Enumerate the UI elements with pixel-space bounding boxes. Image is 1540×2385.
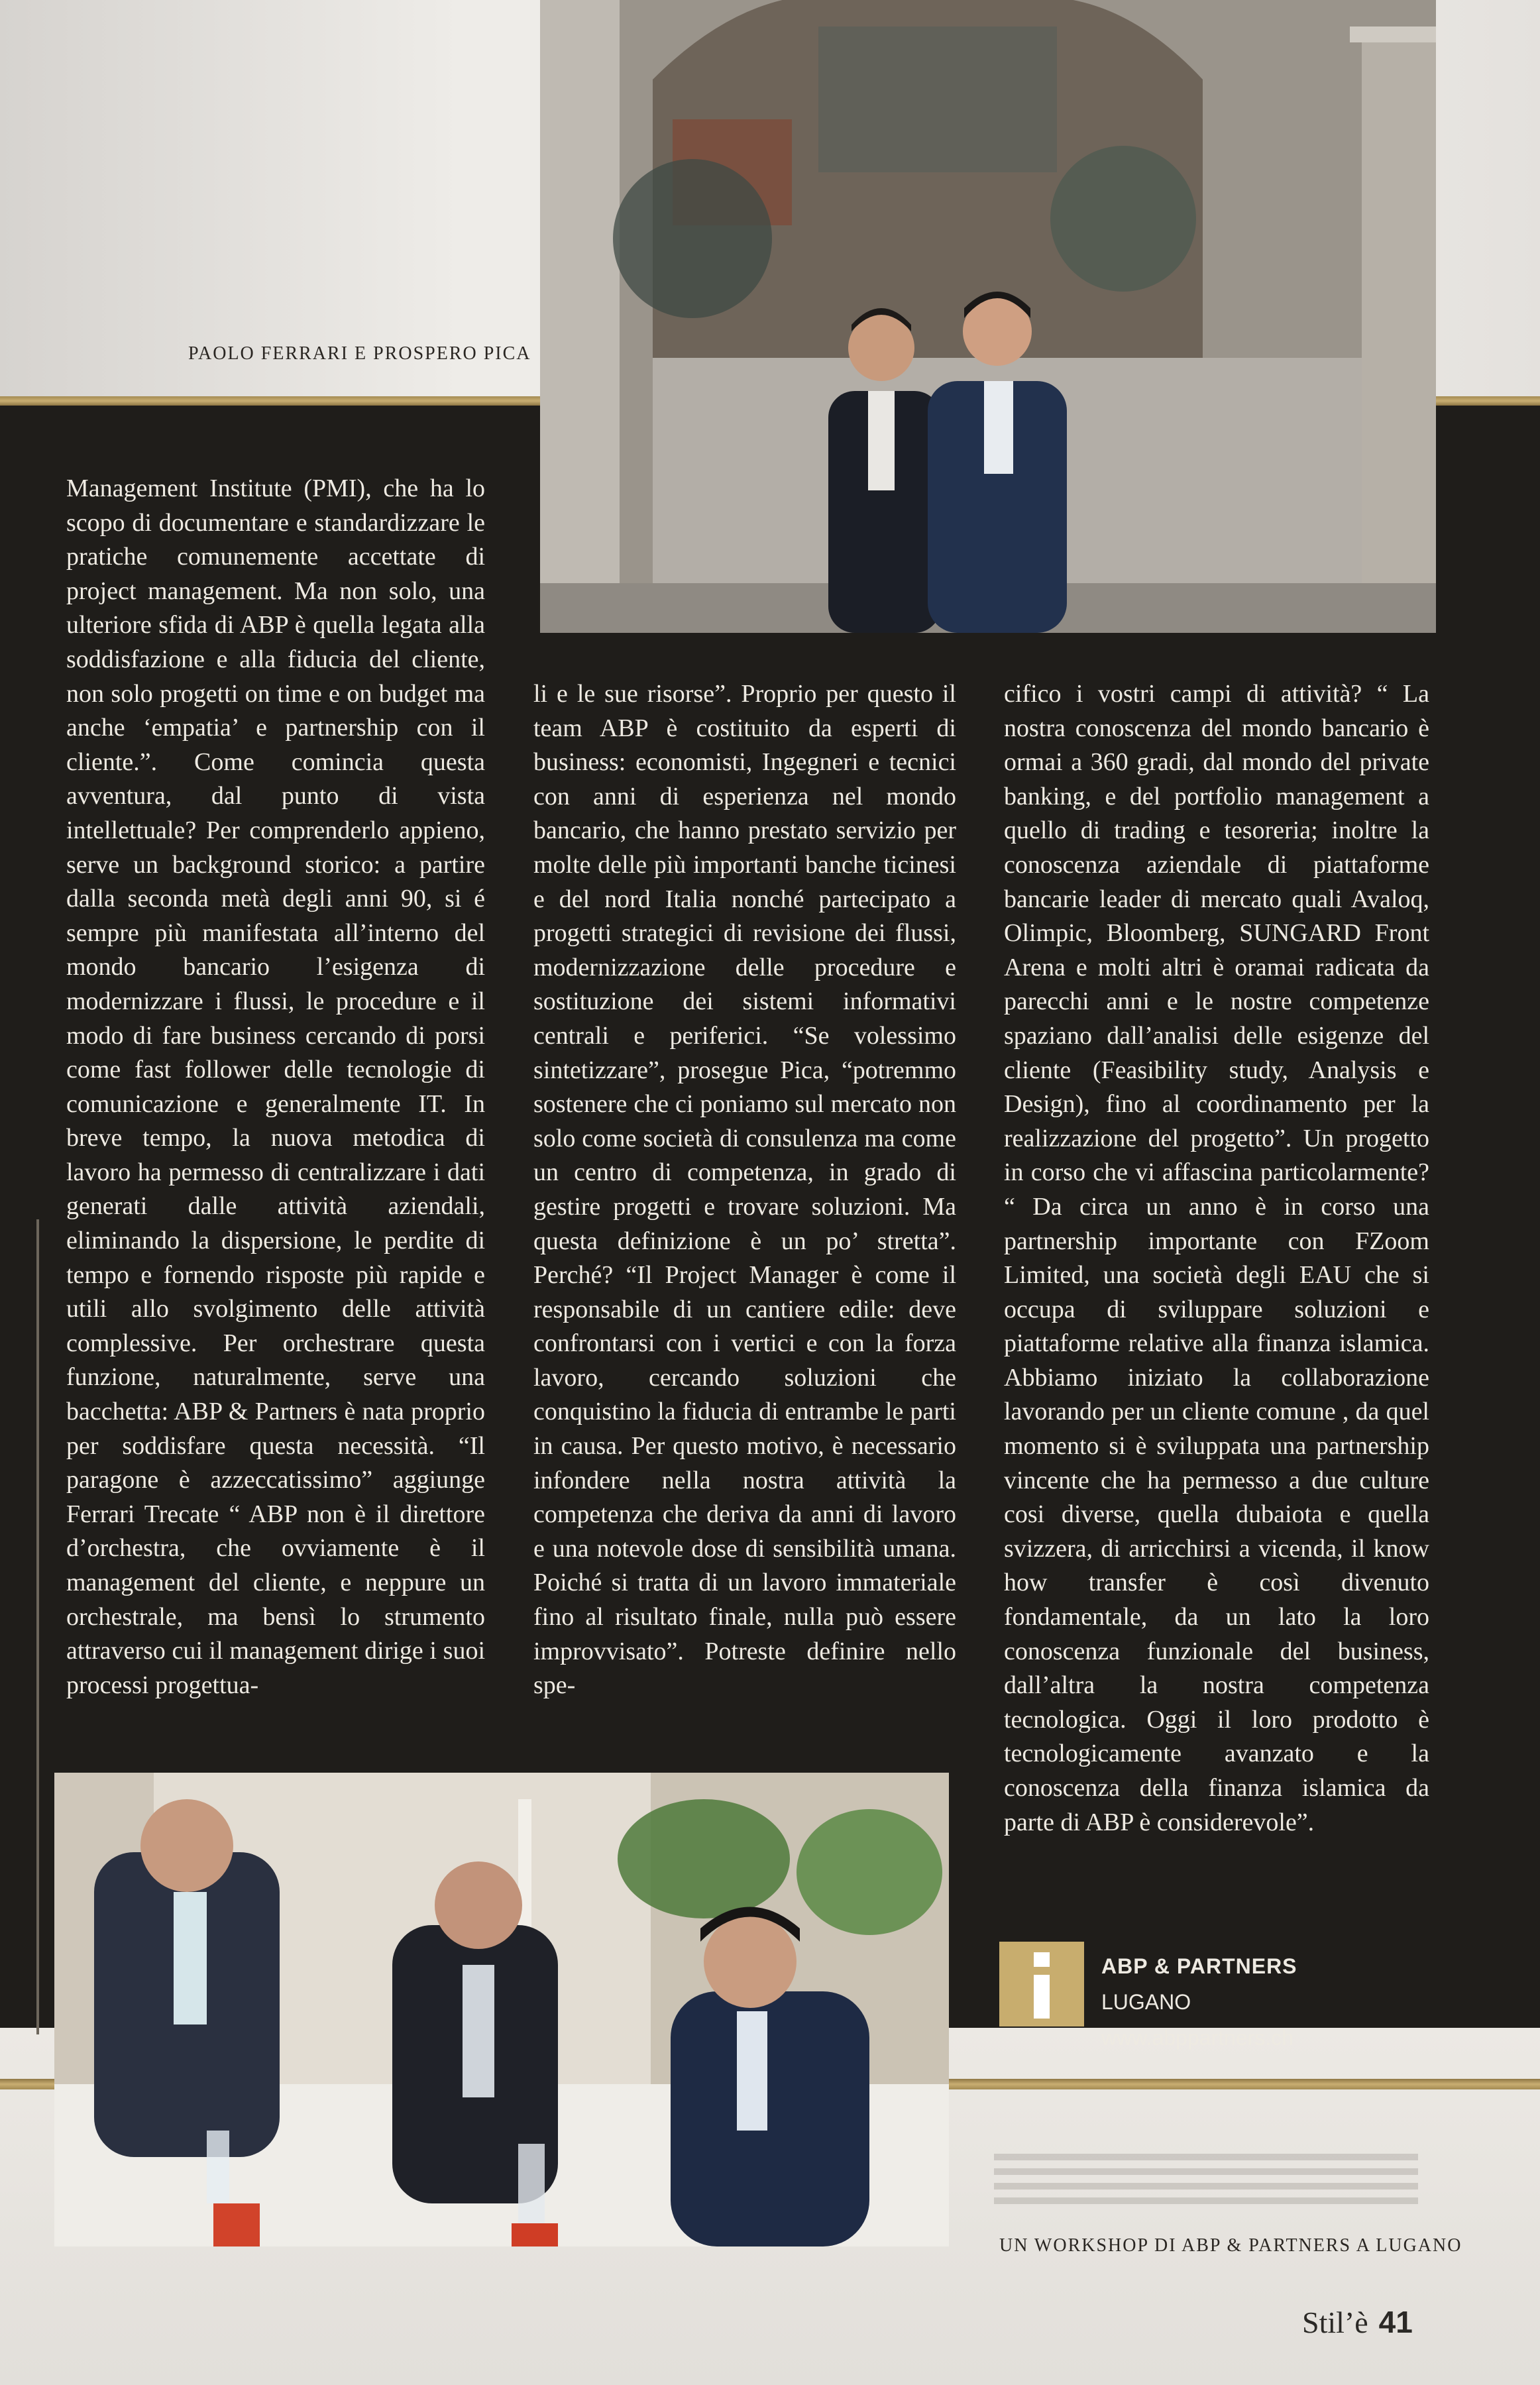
bleed-through-text bbox=[994, 2154, 1418, 2207]
photo-caption-top: PAOLO FERRARI E PROSPERO PICA bbox=[188, 343, 531, 364]
page-number: 41 bbox=[1378, 2305, 1413, 2339]
company-website-link[interactable]: www.abppartners.ch bbox=[1101, 2026, 1293, 2050]
article-column-1 bbox=[66, 472, 485, 1702]
magazine-name: Stil’è bbox=[1302, 2305, 1368, 2339]
workshop-photo bbox=[54, 1773, 949, 2246]
article-column-3 bbox=[1004, 677, 1429, 1840]
article-column-2 bbox=[533, 677, 956, 1703]
company-city: LUGANO bbox=[1101, 1990, 1191, 2014]
portrait-illustration bbox=[540, 0, 1436, 633]
portrait-photo bbox=[540, 0, 1436, 633]
workshop-illustration bbox=[54, 1773, 949, 2246]
page-folio bbox=[1302, 2304, 1413, 2340]
company-name: ABP & PARTNERS bbox=[1101, 1954, 1297, 1978]
contact-block bbox=[1101, 1948, 1297, 2056]
article-text: li e le sue risorse”. Proprio per questo il team ABP è costituito da esperti di business: economisti, Ingegneri e tecnici con anni di esperienza nel mondo bancario, che hanno prestato servizio per molte delle più importanti banche ticinesi e del nord Italia nonché partecipato a progetti strategici di revisione dei flussi, modernizzazione delle procedure e sostituzione dei sistemi informativi centrali e periferici. “Se volessimo sintetizzare”, prosegue Pica, “potremmo sostenere che ci poniamo sul mercato non solo come società di consulenza ma come un centro di competenza, in grado di gestire progetti e trovare soluzioni. Ma questa definizione è un po’ stretta”. Perché? “Il Project Manager è come il responsabile di un cantiere edile: deve confrontarsi con i vertici e con la forza lavoro, cercando soluzioni che conquistino la fiducia di entrambe le parti in causa. Per questo motivo, è necessario infondere nella nostra attività la competenza che deriva da anni di lavoro e una notevole dose di sensibilità umana. Poiché si tratta di un lavoro immateriale fino al risultato finale, nulla può essere improvvisato”. Potreste definire nello spe- bbox=[533, 680, 956, 1700]
photo-caption-bottom: UN WORKSHOP DI ABP & PARTNERS A LUGANO bbox=[999, 2235, 1462, 2256]
page-edge-line bbox=[36, 1219, 39, 2034]
article-text: Management Institute (PMI), che ha lo scopo di documentare e standardizzare le pratiche comunemente accettate di project management. Ma non solo, una ulteriore sfida di ABP è quella legata alla soddisfazione e alla fiducia del cliente, non solo progetti on time e on budget ma anche ‘empatia’ e partnership con il cliente.”. Come comincia questa avventura, dal punto di vista intellettuale? Per comprenderlo appieno, serve un background storico: a partire dalla seconda metà degli anni 90, si é sempre più manifestata all’interno del mondo bancario l’esigenza di modernizzare i flussi, le procedure e il modo di fare business cercando di porsi come fast follower delle tecnologie di comunicazione e generalmente IT. In breve tempo, la nuova metodica di lavoro ha permesso di centralizzare i dati generati dalle attività aziendali, eliminando la dispersione, le perdite di tempo e fornendo risposte più rapide e utili allo svolgimento delle attività complessive. Per orchestrare questa funzione, naturalmente, serve una bacchetta: ABP & Partners è nata proprio per soddisfare questa necessità. “Il paragone è azzeccatissimo” aggiunge Ferrari Trecate “ ABP non è il direttore d’orchestra, che ovviamente è il management del cliente, e neppure un orchestrale, ma bensì lo strumento attraverso cui il management dirige i suoi processi progettua- bbox=[66, 474, 485, 1699]
article-text: cifico i vostri campi di attività? “ La nostra conoscenza del mondo bancario è ormai a 360 gradi, dal mondo del private banking, e del portfolio management a quello di trading e tesoreria; inoltre la conoscenza aziendale di piattaforme bancarie leader di mercato quali Avaloq, Olimpic, Bloomberg, SUNGARD Front Arena e molti altri è oramai radicata da parecchi anni e le nostre competenze spaziano dall’analisi delle esigenze del cliente (Feasibility study, Analysis e Design), fino al coordinamento per la realizzazione del progetto”. Un progetto in corso che vi affascina particolarmente? “ Da circa un anno è in corso una partnership importante con FZoom Limited, una società degli EAU che si occupa di sviluppare soluzioni e piattaforme relative alla finanza islamica. Abbiamo iniziato la collaborazione lavorando per un cliente comune , da quel momento si è sviluppata una partnership vincente che ha permesso a due culture cosi diverse, quella dubaiota e quella svizzera, di arricchirsi a vicenda, il know how transfer è così divenuto fondamentale, da un lato la loro conoscenza funzionale del business, dall’altra la nostra competenza tecnologica. Oggi il loro prodotto è tecnologicamente avanzato e la conoscenza della finanza islamica da parte di ABP è considerevole”. bbox=[1004, 680, 1429, 1836]
info-icon bbox=[1028, 1952, 1055, 2019]
